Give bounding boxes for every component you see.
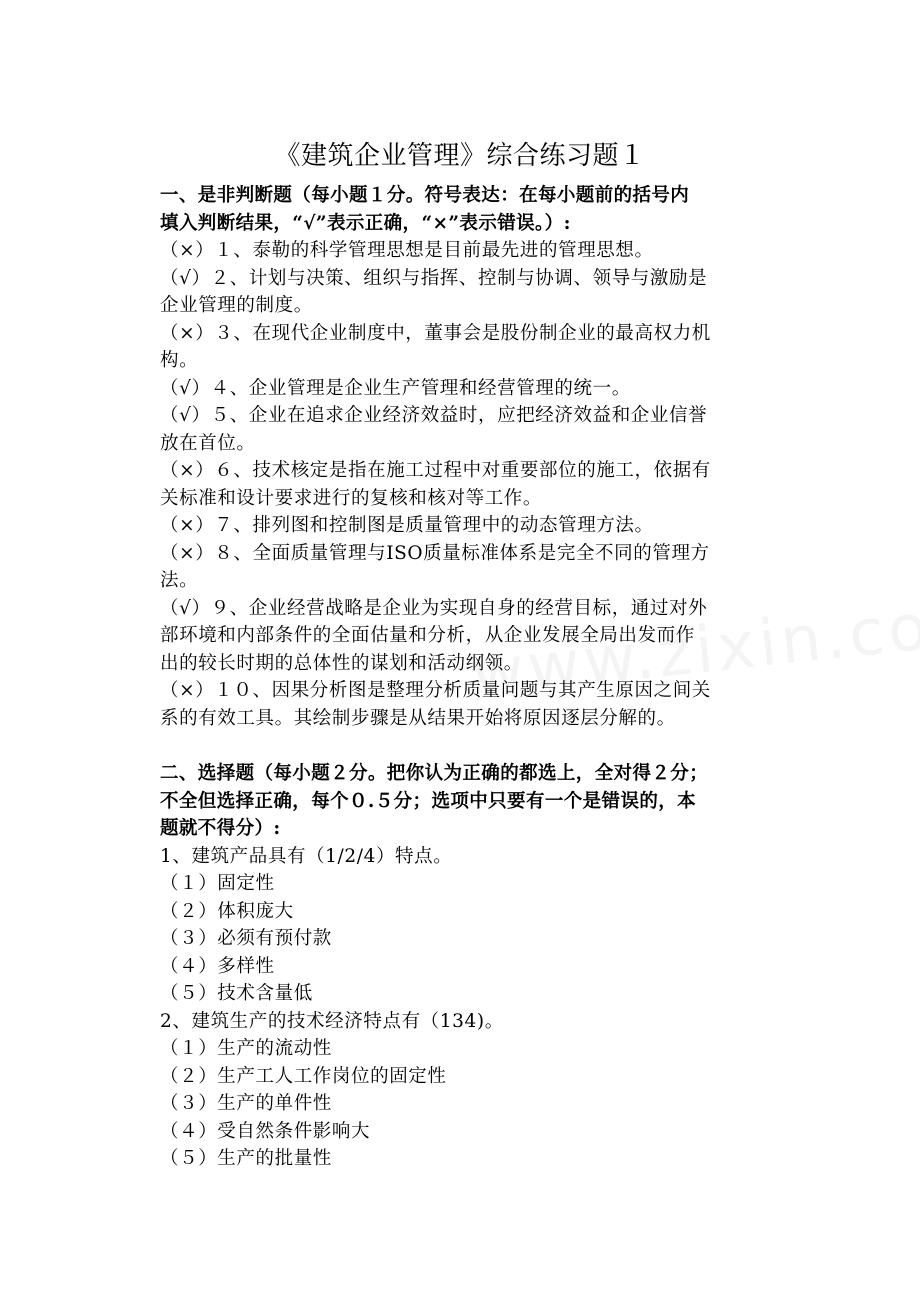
option-line: （３）生产的单件性: [160, 1093, 332, 1114]
question-line: 1、建筑产品具有（1/2/4）特点。: [160, 845, 453, 867]
option-line: （３）必须有预付款: [160, 928, 332, 949]
question-line: （√）４、企业管理是企业生产管理和经营管理的统一。: [160, 377, 631, 399]
section-heading-line: 不全但选择正确，每个０.５分；选项中只要有一个是错误的，本: [160, 790, 697, 812]
option-line: （４）多样性: [160, 955, 275, 977]
option-line: （４）受自然条件影响大: [160, 1120, 371, 1142]
question-line: （√）５、企业在追求企业经济效益时，应把经济效益和企业信誉: [160, 405, 708, 426]
question-line: （×）７、排列图和控制图是质量管理中的动态管理方法。: [160, 515, 654, 536]
question-line: 关标准和设计要求进行的复核和核对等工作。: [160, 487, 543, 509]
section-heading-line: 题就不得分）:: [160, 818, 281, 839]
option-line: （１）固定性: [160, 873, 275, 894]
option-line: （５）技术含量低: [160, 983, 313, 1004]
option-line: （２）体积庞大: [160, 900, 294, 922]
question-line: 出的较长时期的总体性的谋划和活动纲领。: [160, 652, 523, 674]
question-line: 系的有效工具。其绘制步骤是从结果开始将原因逐层分解的。: [160, 707, 676, 729]
question-line: （×）１０、因果分析图是整理分析质量问题与其产生原因之间关: [160, 680, 711, 701]
question-line: 放在首位。: [160, 432, 256, 454]
question-line: （×）１、泰勒的科学管理思想是目前最先进的管理思想。: [160, 240, 654, 261]
question-line: （×）６、技术核定是指在施工过程中对重要部位的施工，依据有: [160, 460, 711, 481]
document-title: 《建筑企业管理》综合练习题１: [274, 141, 646, 171]
question-line: 构。: [160, 350, 199, 371]
question-line: （√）２、计划与决策、组织与指挥、控制与协调、领导与激励是: [160, 267, 708, 289]
question-line: 法。: [160, 570, 199, 591]
option-line: （５）生产的批量性: [160, 1148, 332, 1169]
question-line: 2、建筑生产的技术经济特点有（134)。: [160, 1010, 504, 1032]
option-line: （１）生产的流动性: [160, 1038, 332, 1059]
section-heading-line: 一、是非判断题（每小题１分。符号表达：在每小题前的括号内: [160, 185, 690, 206]
question-line: 企业管理的制度。: [160, 295, 313, 316]
section-heading-line: 填入判断结果，“√”表示正确，“×”表示错误。）:: [160, 212, 571, 234]
question-line: （√）９、企业经营战略是企业为实现自身的经营目标，通过对外: [160, 597, 708, 619]
option-line: （２）生产工人工作岗位的固定性: [160, 1065, 447, 1087]
question-line: （×）８、全面质量管理与ISO质量标准体系是完全不同的管理方: [160, 542, 710, 564]
section-choice: [160, 760, 765, 1173]
question-line: 部环境和内部条件的全面估量和分析，从企业发展全局出发而作: [160, 625, 695, 646]
section-judgment: [160, 182, 765, 732]
section-heading-line: 二、选择题（每小题２分。把你认为正确的都选上，全对得２分；: [160, 763, 709, 784]
question-line: （×）３、在现代企业制度中，董事会是股份制企业的最高权力机: [160, 322, 711, 344]
